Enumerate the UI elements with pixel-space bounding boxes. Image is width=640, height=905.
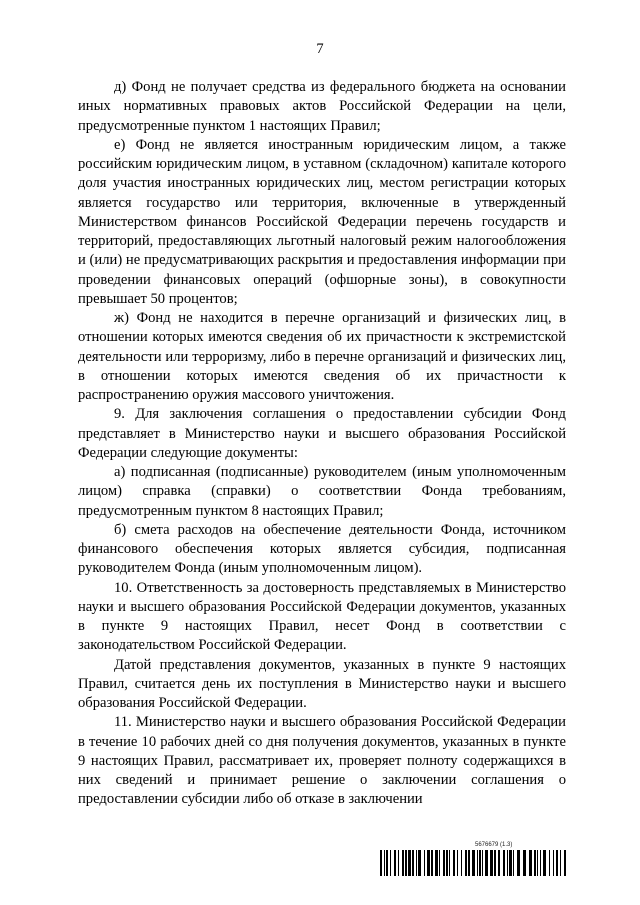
barcode-bar (556, 850, 558, 876)
paragraph-11: 11. Министерство науки и высшего образования Российской Федерации в течение 10 рабочих дней со дня получения документов, указанных в пункте 9 настоящих Правил, рассматривает их, проверяет полноту содержащихся в них сведений и принимает решение о заключении соглашения о предоставлении субсидии либо об отказе в заключении (78, 714, 566, 808)
barcode (380, 850, 566, 876)
document-body (78, 78, 566, 810)
barcode-bar (443, 850, 445, 876)
barcode-bar (503, 850, 505, 876)
barcode-bar (446, 850, 448, 876)
barcode-bar (402, 850, 404, 876)
barcode-bar (449, 850, 450, 876)
barcode-bar (553, 850, 554, 876)
barcode-bar (507, 850, 508, 876)
barcode-bar (457, 850, 458, 876)
barcode-bar (534, 850, 536, 876)
paragraph-10-date: Датой представления документов, указанных в пункте 9 настоящих Правил, считается день их поступления в Министерство науки и высшего образования Российской Федерации. (78, 656, 566, 711)
barcode-bar (384, 850, 385, 876)
barcode-bar (564, 850, 566, 876)
barcode-bar (509, 850, 512, 876)
barcode-bar (412, 850, 414, 876)
paragraph-9a: а) подписанная (подписанные) руководителем (иным уполномоченным лицом) справка (справки) о соответствии Фонда требованиям, предусмотренным пунктом 8 настоящих Правил; (78, 464, 566, 519)
barcode-bar (408, 850, 411, 876)
barcode-bar (390, 850, 391, 876)
barcode-bar (540, 850, 541, 876)
barcode-bar (439, 850, 440, 876)
barcode-bar (405, 850, 407, 876)
barcode-bar (494, 850, 496, 876)
page-number: 7 (316, 41, 324, 57)
barcode-bar (517, 850, 520, 876)
barcode-bar (461, 850, 462, 876)
paragraph-9: 9. Для заключения соглашения о предоставлении субсидии Фонд представляет в Министерство науки и высшего образования Российской Федерации следующие документы: (78, 406, 566, 461)
barcode-bar (479, 850, 481, 876)
barcode-bar (549, 850, 550, 876)
barcode-bar (529, 850, 532, 876)
barcode-bar (537, 850, 538, 876)
barcode-bar (490, 850, 493, 876)
barcode-bar (424, 850, 425, 876)
paragraph-d: д) Фонд не получает средства из федерального бюджета на основании иных нормативных правовых актов Российской Федерации на цели, предусмотренные пунктом 1 настоящих Правил; (78, 79, 566, 134)
barcode-bar (394, 850, 396, 876)
paragraph-9b: б) смета расходов на обеспечение деятельности Фонда, источником финансового обеспечения которых является субсидия, подписанная руководителем Фонда (иным уполномоченным лицом). (78, 521, 566, 577)
paragraph-zh: ж) Фонд не находится в перечне организаций и физических лиц, в отношении которых имеются сведения об их причастности к экстремистской деятельности или терроризму, либо в перечне организаций и физических лиц, в отношении которых имеются сведения об их причастности к распространению оружия массового уничтожения. (78, 310, 566, 403)
barcode-bar (543, 850, 546, 876)
paragraph-e: е) Фонд не является иностранным юридическим лицом, а также российским юридическим лицом, в уставном (складочном) капитале которого доля участия иностранных юридических лиц, местом регистрации которых является государство или территория, включенные в утвержденный Министерством финансов Российской Федерации перечень государств и территорий, предоставляющих льготный налоговый режим налогообложения и (или) не предусматривающих раскрытия и предоставления информации при проведении финансовых операций (офшорные зоны), в совокупности превышает 50 процентов; (78, 136, 566, 307)
barcode-bar (513, 850, 514, 876)
barcode-bar (427, 850, 430, 876)
barcode-bar (498, 850, 500, 876)
barcode-bar (485, 850, 488, 876)
barcode-bar (468, 850, 470, 876)
barcode-bar (418, 850, 421, 876)
barcode-bar (482, 850, 483, 876)
barcode-bar (465, 850, 467, 876)
barcode-bar (523, 850, 526, 876)
barcode-bar (453, 850, 455, 876)
barcode-bar (416, 850, 417, 876)
barcode-bar (435, 850, 438, 876)
barcode-bar (431, 850, 433, 876)
barcode-label: 5676679 (1.3) (475, 842, 513, 848)
barcode-bar (477, 850, 478, 876)
barcode-bar (386, 850, 388, 876)
barcode-bar (472, 850, 475, 876)
barcode-bar (380, 850, 382, 876)
barcode-bar (398, 850, 399, 876)
barcode-bar (560, 850, 561, 876)
paragraph-10: 10. Ответственность за достоверность представляемых в Министерство науки и высшего образования Российской Федерации документов, указанных в пункте 9 настоящих Правил, несет Фонд в соответствии с законодательством Российской Федерации. (78, 579, 566, 654)
